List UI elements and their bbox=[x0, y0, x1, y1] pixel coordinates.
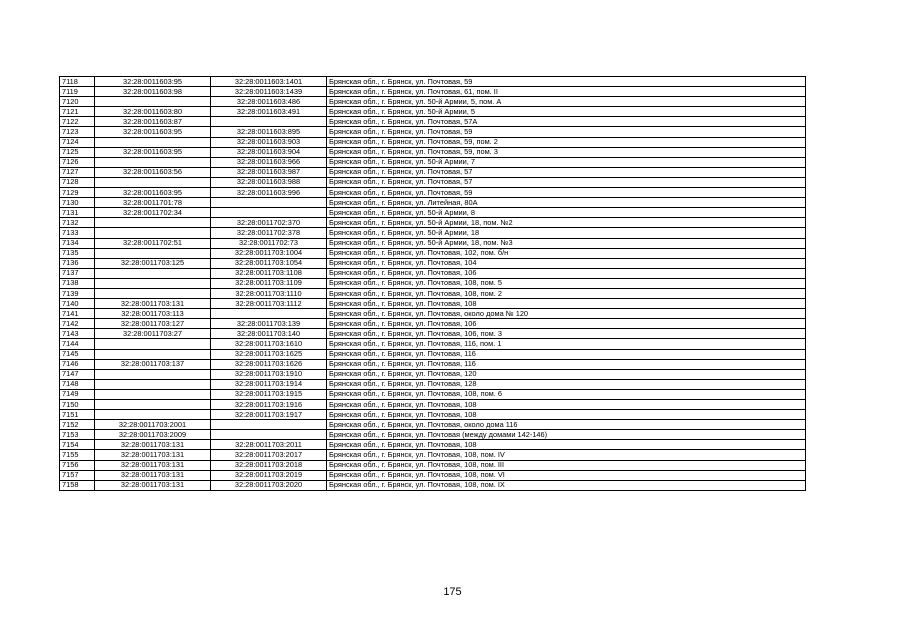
record-number-cell: 7147 bbox=[60, 369, 95, 379]
address-cell: Брянская обл., г. Брянск, ул. Почтовая, 108, пом. 5 bbox=[327, 278, 806, 288]
table-row bbox=[60, 177, 806, 187]
record-number-cell: 7138 bbox=[60, 278, 95, 288]
old-cadastral-number-cell: 32:28:0011703:125 bbox=[95, 258, 211, 268]
new-cadastral-number-cell: 32:28:0011703:1108 bbox=[211, 268, 327, 278]
old-cadastral-number-cell bbox=[95, 177, 211, 187]
old-cadastral-number-cell: 32:28:0011703:131 bbox=[95, 450, 211, 460]
old-cadastral-number-cell bbox=[95, 400, 211, 410]
table-row bbox=[60, 329, 806, 339]
old-cadastral-number-cell bbox=[95, 379, 211, 389]
address-cell: Брянская обл., г. Брянск, ул. Почтовая, около дома № 120 bbox=[327, 309, 806, 319]
old-cadastral-number-cell: 32:28:0011703:27 bbox=[95, 329, 211, 339]
registry-table bbox=[59, 76, 806, 491]
record-number-cell: 7153 bbox=[60, 430, 95, 440]
record-number-cell: 7125 bbox=[60, 147, 95, 157]
address-cell: Брянская обл., г. Брянск, ул. Почтовая, 57А bbox=[327, 117, 806, 127]
record-number-cell: 7136 bbox=[60, 258, 95, 268]
old-cadastral-number-cell: 32:28:0011603:80 bbox=[95, 107, 211, 117]
table-row bbox=[60, 309, 806, 319]
old-cadastral-number-cell bbox=[95, 369, 211, 379]
old-cadastral-number-cell: 32:28:0011702:34 bbox=[95, 208, 211, 218]
new-cadastral-number-cell: 32:28:0011603:996 bbox=[211, 188, 327, 198]
record-number-cell: 7150 bbox=[60, 400, 95, 410]
record-number-cell: 7127 bbox=[60, 167, 95, 177]
record-number-cell: 7122 bbox=[60, 117, 95, 127]
table-row bbox=[60, 359, 806, 369]
address-cell: Брянская обл., г. Брянск, ул. Почтовая, 116, пом. 1 bbox=[327, 339, 806, 349]
new-cadastral-number-cell bbox=[211, 420, 327, 430]
table-row bbox=[60, 167, 806, 177]
table-row bbox=[60, 278, 806, 288]
address-cell: Брянская обл., г. Брянск, ул. Почтовая, 57 bbox=[327, 167, 806, 177]
old-cadastral-number-cell bbox=[95, 339, 211, 349]
new-cadastral-number-cell: 32:28:0011703:1625 bbox=[211, 349, 327, 359]
record-number-cell: 7156 bbox=[60, 460, 95, 470]
address-cell: Брянская обл., г. Брянск, ул. Почтовая, 59 bbox=[327, 188, 806, 198]
table-row bbox=[60, 268, 806, 278]
old-cadastral-number-cell: 32:28:0011603:95 bbox=[95, 188, 211, 198]
old-cadastral-number-cell: 32:28:0011703:131 bbox=[95, 470, 211, 480]
new-cadastral-number-cell: 32:28:0011703:2011 bbox=[211, 440, 327, 450]
record-number-cell: 7143 bbox=[60, 329, 95, 339]
new-cadastral-number-cell: 32:28:0011703:1112 bbox=[211, 299, 327, 309]
address-cell: Брянская обл., г. Брянск, ул. Литейная, 80А bbox=[327, 198, 806, 208]
address-cell: Брянская обл., г. Брянск, ул. Почтовая, 128 bbox=[327, 379, 806, 389]
address-cell: Брянская обл., г. Брянск, ул. 50-й Армии, 18, пом. №3 bbox=[327, 238, 806, 248]
old-cadastral-number-cell bbox=[95, 97, 211, 107]
table-row bbox=[60, 258, 806, 268]
table-row bbox=[60, 198, 806, 208]
table-row bbox=[60, 228, 806, 238]
record-number-cell: 7131 bbox=[60, 208, 95, 218]
table-row bbox=[60, 420, 806, 430]
new-cadastral-number-cell: 32:28:0011703:2020 bbox=[211, 480, 327, 490]
old-cadastral-number-cell: 32:28:0011703:2001 bbox=[95, 420, 211, 430]
record-number-cell: 7128 bbox=[60, 177, 95, 187]
record-number-cell: 7152 bbox=[60, 420, 95, 430]
table-row bbox=[60, 288, 806, 298]
new-cadastral-number-cell: 32:28:0011703:1109 bbox=[211, 278, 327, 288]
new-cadastral-number-cell: 32:28:0011703:1915 bbox=[211, 389, 327, 399]
record-number-cell: 7132 bbox=[60, 218, 95, 228]
old-cadastral-number-cell: 32:28:0011703:113 bbox=[95, 309, 211, 319]
table-row bbox=[60, 450, 806, 460]
old-cadastral-number-cell: 32:28:0011703:131 bbox=[95, 440, 211, 450]
address-cell: Брянская обл., г. Брянск, ул. Почтовая, 59 bbox=[327, 77, 806, 87]
table-row bbox=[60, 349, 806, 359]
record-number-cell: 7158 bbox=[60, 480, 95, 490]
old-cadastral-number-cell bbox=[95, 157, 211, 167]
address-cell: Брянская обл., г. Брянск, ул. Почтовая, 108 bbox=[327, 440, 806, 450]
new-cadastral-number-cell: 32:28:0011703:1004 bbox=[211, 248, 327, 258]
address-cell: Брянская обл., г. Брянск, ул. Почтовая, 61, пом. II bbox=[327, 87, 806, 97]
page-number: 175 bbox=[443, 586, 462, 598]
address-cell: Брянская обл., г. Брянск, ул. Почтовая, 108 bbox=[327, 299, 806, 309]
address-cell: Брянская обл., г. Брянск, ул. Почтовая (между домами 142-146) bbox=[327, 430, 806, 440]
new-cadastral-number-cell bbox=[211, 117, 327, 127]
old-cadastral-number-cell: 32:28:0011603:56 bbox=[95, 167, 211, 177]
record-number-cell: 7154 bbox=[60, 440, 95, 450]
record-number-cell: 7135 bbox=[60, 248, 95, 258]
old-cadastral-number-cell bbox=[95, 288, 211, 298]
old-cadastral-number-cell: 32:28:0011603:95 bbox=[95, 77, 211, 87]
old-cadastral-number-cell: 32:28:0011701:78 bbox=[95, 198, 211, 208]
address-cell: Брянская обл., г. Брянск, ул. Почтовая, 108, пом. 6 bbox=[327, 389, 806, 399]
new-cadastral-number-cell: 32:28:0011603:486 bbox=[211, 97, 327, 107]
new-cadastral-number-cell: 32:28:0011603:903 bbox=[211, 137, 327, 147]
new-cadastral-number-cell bbox=[211, 430, 327, 440]
address-cell: Брянская обл., г. Брянск, ул. Почтовая, 108, пом. VI bbox=[327, 470, 806, 480]
table-row bbox=[60, 440, 806, 450]
record-number-cell: 7123 bbox=[60, 127, 95, 137]
table-row bbox=[60, 127, 806, 137]
new-cadastral-number-cell: 32:28:0011703:2018 bbox=[211, 460, 327, 470]
new-cadastral-number-cell: 32:28:0011603:904 bbox=[211, 147, 327, 157]
address-cell: Брянская обл., г. Брянск, ул. Почтовая, 108 bbox=[327, 400, 806, 410]
address-cell: Брянская обл., г. Брянск, ул. Почтовая, 108, пом. IX bbox=[327, 480, 806, 490]
new-cadastral-number-cell: 32:28:0011702:370 bbox=[211, 218, 327, 228]
new-cadastral-number-cell: 32:28:0011703:139 bbox=[211, 319, 327, 329]
record-number-cell: 7149 bbox=[60, 389, 95, 399]
record-number-cell: 7145 bbox=[60, 349, 95, 359]
record-number-cell: 7140 bbox=[60, 299, 95, 309]
old-cadastral-number-cell: 32:28:0011603:87 bbox=[95, 117, 211, 127]
table-row bbox=[60, 400, 806, 410]
table-row bbox=[60, 379, 806, 389]
address-cell: Брянская обл., г. Брянск, ул. Почтовая, 108 bbox=[327, 410, 806, 420]
new-cadastral-number-cell: 32:28:0011603:1401 bbox=[211, 77, 327, 87]
address-cell: Брянская обл., г. Брянск, ул. Почтовая, около дома 116 bbox=[327, 420, 806, 430]
table-body bbox=[60, 77, 806, 491]
record-number-cell: 7146 bbox=[60, 359, 95, 369]
address-cell: Брянская обл., г. Брянск, ул. 50-й Армии, 7 bbox=[327, 157, 806, 167]
record-number-cell: 7141 bbox=[60, 309, 95, 319]
address-cell: Брянская обл., г. Брянск, ул. Почтовая, 116 bbox=[327, 349, 806, 359]
new-cadastral-number-cell: 32:28:0011703:1916 bbox=[211, 400, 327, 410]
old-cadastral-number-cell bbox=[95, 410, 211, 420]
table-row bbox=[60, 137, 806, 147]
table-row bbox=[60, 218, 806, 228]
table-row bbox=[60, 77, 806, 87]
record-number-cell: 7155 bbox=[60, 450, 95, 460]
record-number-cell: 7130 bbox=[60, 198, 95, 208]
record-number-cell: 7118 bbox=[60, 77, 95, 87]
record-number-cell: 7139 bbox=[60, 288, 95, 298]
address-cell: Брянская обл., г. Брянск, ул. Почтовая, 120 bbox=[327, 369, 806, 379]
old-cadastral-number-cell bbox=[95, 268, 211, 278]
table-row bbox=[60, 460, 806, 470]
old-cadastral-number-cell bbox=[95, 228, 211, 238]
table-row bbox=[60, 157, 806, 167]
old-cadastral-number-cell: 32:28:0011603:95 bbox=[95, 127, 211, 137]
old-cadastral-number-cell bbox=[95, 137, 211, 147]
table-row bbox=[60, 299, 806, 309]
new-cadastral-number-cell: 32:28:0011703:1910 bbox=[211, 369, 327, 379]
old-cadastral-number-cell bbox=[95, 218, 211, 228]
table-row bbox=[60, 339, 806, 349]
new-cadastral-number-cell: 32:28:0011703:2017 bbox=[211, 450, 327, 460]
old-cadastral-number-cell: 32:28:0011603:95 bbox=[95, 147, 211, 157]
address-cell: Брянская обл., г. Брянск, ул. Почтовая, 59 bbox=[327, 127, 806, 137]
old-cadastral-number-cell: 32:28:0011703:2009 bbox=[95, 430, 211, 440]
new-cadastral-number-cell: 32:28:0011703:2019 bbox=[211, 470, 327, 480]
old-cadastral-number-cell bbox=[95, 248, 211, 258]
table-row bbox=[60, 319, 806, 329]
address-cell: Брянская обл., г. Брянск, ул. Почтовая, 59, пом. 2 bbox=[327, 137, 806, 147]
new-cadastral-number-cell: 32:28:0011603:491 bbox=[211, 107, 327, 117]
table-row bbox=[60, 410, 806, 420]
address-cell: Брянская обл., г. Брянск, ул. Почтовая, 106, пом. 3 bbox=[327, 329, 806, 339]
new-cadastral-number-cell: 32:28:0011703:1914 bbox=[211, 379, 327, 389]
address-cell: Брянская обл., г. Брянск, ул. Почтовая, 59, пом. 3 bbox=[327, 147, 806, 157]
address-cell: Брянская обл., г. Брянск, ул. 50-й Армии, 8 bbox=[327, 208, 806, 218]
record-number-cell: 7120 bbox=[60, 97, 95, 107]
new-cadastral-number-cell bbox=[211, 208, 327, 218]
record-number-cell: 7124 bbox=[60, 137, 95, 147]
new-cadastral-number-cell: 32:28:0011603:988 bbox=[211, 177, 327, 187]
address-cell: Брянская обл., г. Брянск, ул. Почтовая, 116 bbox=[327, 359, 806, 369]
new-cadastral-number-cell: 32:28:0011703:1626 bbox=[211, 359, 327, 369]
table-row bbox=[60, 87, 806, 97]
old-cadastral-number-cell: 32:28:0011703:127 bbox=[95, 319, 211, 329]
table-row bbox=[60, 97, 806, 107]
record-number-cell: 7137 bbox=[60, 268, 95, 278]
table-row bbox=[60, 248, 806, 258]
table-row bbox=[60, 117, 806, 127]
address-cell: Брянская обл., г. Брянск, ул. Почтовая, 108, пом. 2 bbox=[327, 288, 806, 298]
record-number-cell: 7133 bbox=[60, 228, 95, 238]
old-cadastral-number-cell: 32:28:0011703:137 bbox=[95, 359, 211, 369]
old-cadastral-number-cell: 32:28:0011703:131 bbox=[95, 299, 211, 309]
new-cadastral-number-cell: 32:28:0011703:1610 bbox=[211, 339, 327, 349]
new-cadastral-number-cell: 32:28:0011703:1917 bbox=[211, 410, 327, 420]
address-cell: Брянская обл., г. Брянск, ул. 50-й Армии, 5, пом. А bbox=[327, 97, 806, 107]
new-cadastral-number-cell: 32:28:0011603:966 bbox=[211, 157, 327, 167]
record-number-cell: 7126 bbox=[60, 157, 95, 167]
old-cadastral-number-cell: 32:28:0011702:51 bbox=[95, 238, 211, 248]
new-cadastral-number-cell: 32:28:0011603:1439 bbox=[211, 87, 327, 97]
table-row bbox=[60, 430, 806, 440]
table-row bbox=[60, 238, 806, 248]
new-cadastral-number-cell: 32:28:0011703:140 bbox=[211, 329, 327, 339]
table-row bbox=[60, 208, 806, 218]
record-number-cell: 7144 bbox=[60, 339, 95, 349]
new-cadastral-number-cell bbox=[211, 309, 327, 319]
old-cadastral-number-cell: 32:28:0011703:131 bbox=[95, 460, 211, 470]
table-row bbox=[60, 188, 806, 198]
record-number-cell: 7151 bbox=[60, 410, 95, 420]
record-number-cell: 7129 bbox=[60, 188, 95, 198]
new-cadastral-number-cell: 32:28:0011702:378 bbox=[211, 228, 327, 238]
record-number-cell: 7157 bbox=[60, 470, 95, 480]
table-row bbox=[60, 470, 806, 480]
table-row bbox=[60, 389, 806, 399]
address-cell: Брянская обл., г. Брянск, ул. Почтовая, 106 bbox=[327, 319, 806, 329]
new-cadastral-number-cell: 32:28:0011702:73 bbox=[211, 238, 327, 248]
old-cadastral-number-cell bbox=[95, 278, 211, 288]
record-number-cell: 7121 bbox=[60, 107, 95, 117]
address-cell: Брянская обл., г. Брянск, ул. 50-й Армии, 5 bbox=[327, 107, 806, 117]
address-cell: Брянская обл., г. Брянск, ул. Почтовая, 104 bbox=[327, 258, 806, 268]
record-number-cell: 7142 bbox=[60, 319, 95, 329]
address-cell: Брянская обл., г. Брянск, ул. 50-й Армии, 18, пом. №2 bbox=[327, 218, 806, 228]
new-cadastral-number-cell: 32:28:0011703:1054 bbox=[211, 258, 327, 268]
address-cell: Брянская обл., г. Брянск, ул. Почтовая, 106 bbox=[327, 268, 806, 278]
old-cadastral-number-cell: 32:28:0011603:98 bbox=[95, 87, 211, 97]
record-number-cell: 7134 bbox=[60, 238, 95, 248]
address-cell: Брянская обл., г. Брянск, ул. Почтовая, 57 bbox=[327, 177, 806, 187]
record-number-cell: 7148 bbox=[60, 379, 95, 389]
new-cadastral-number-cell bbox=[211, 198, 327, 208]
record-number-cell: 7119 bbox=[60, 87, 95, 97]
table-row bbox=[60, 480, 806, 490]
old-cadastral-number-cell bbox=[95, 349, 211, 359]
new-cadastral-number-cell: 32:28:0011603:895 bbox=[211, 127, 327, 137]
address-cell: Брянская обл., г. Брянск, ул. Почтовая, 108, пом. IV bbox=[327, 450, 806, 460]
new-cadastral-number-cell: 32:28:0011603:987 bbox=[211, 167, 327, 177]
old-cadastral-number-cell bbox=[95, 389, 211, 399]
table-row bbox=[60, 107, 806, 117]
address-cell: Брянская обл., г. Брянск, ул. Почтовая, 102, пом. б/н bbox=[327, 248, 806, 258]
address-cell: Брянская обл., г. Брянск, ул. Почтовая, 108, пом. III bbox=[327, 460, 806, 470]
table-row bbox=[60, 147, 806, 157]
new-cadastral-number-cell: 32:28:0011703:1110 bbox=[211, 288, 327, 298]
old-cadastral-number-cell: 32:28:0011703:131 bbox=[95, 480, 211, 490]
address-cell: Брянская обл., г. Брянск, ул. 50-й Армии, 18 bbox=[327, 228, 806, 238]
table-row bbox=[60, 369, 806, 379]
